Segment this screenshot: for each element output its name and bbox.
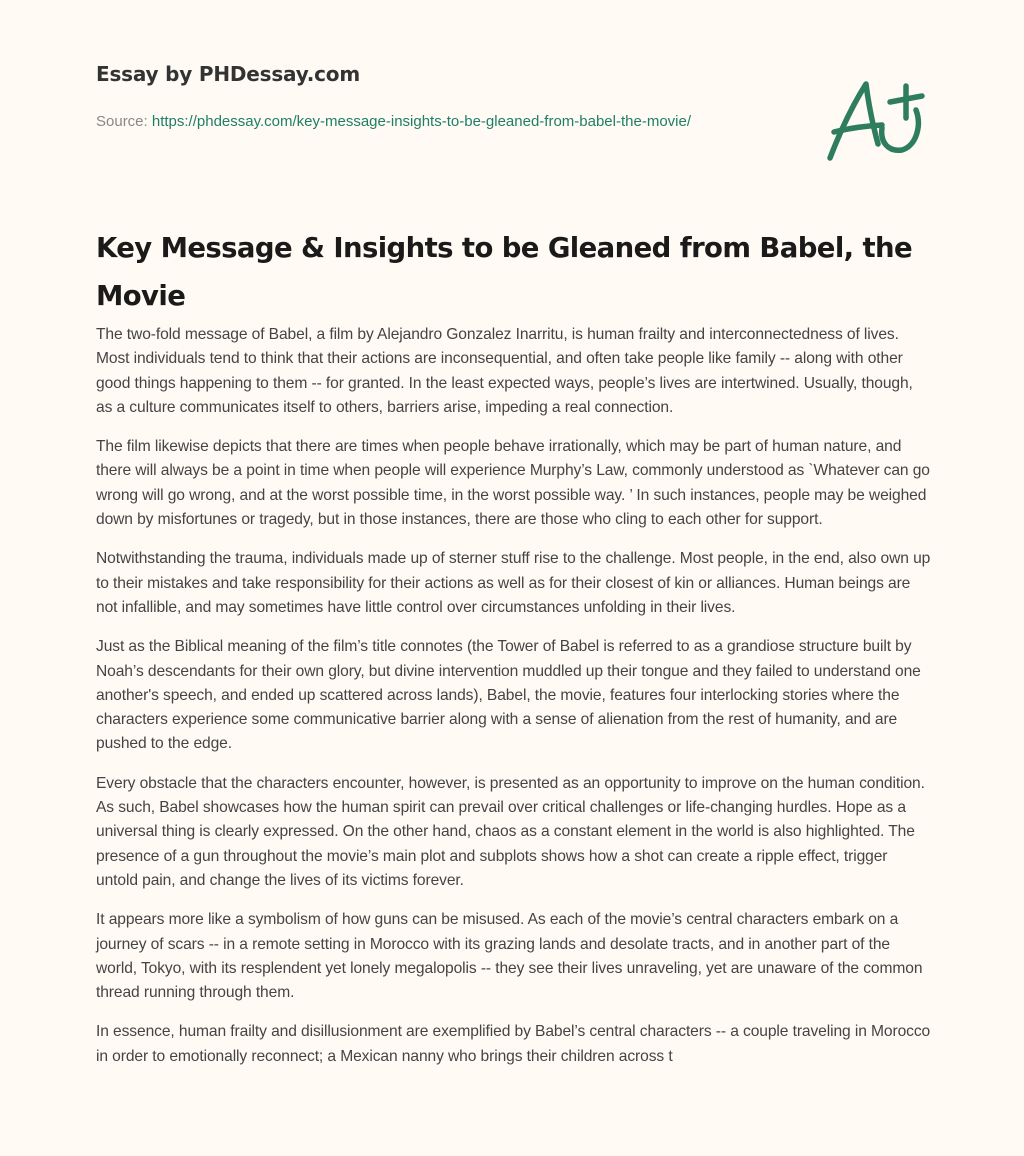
source-line [96,110,736,134]
article-title: Key Message & Insights to be Gleaned from Babel, the Movie [96,232,913,312]
paragraph: It appears more like a symbolism of how guns can be misused. As each of the movie’s central characters embark on a journey of scars -- in a remote setting in Morocco with its grazing lands and desolate tracts, and in another part of the world, Tokyo, with its resplendent yet lonely megalopolis -- they see their lives unraveling, yet are unaware of the common thread running through them. [96,911,923,1002]
paragraph: Notwithstanding the trauma, individuals made up of sterner stuff rise to the challenge. Most people, in the end, also own up to their mistakes and take responsibility for their actions as well as for their closest of kin or alliances. Human beings are not infallible, and may sometimes have little control over circumstances unfolding in their lives. [96,550,931,616]
page-header [96,62,776,134]
brand-title: Essay by PHDessay.com [96,62,360,86]
paragraph: Just as the Biblical meaning of the film’s title connotes (the Tower of Babel is referred to as a grandiose structure built by Noah’s descendants for their own glory, but divine intervention muddled up their tongue and they failed to understand one another's speech, and ended up scattered across lands), Babel, the movie, features four interlocking stories where the characters experience some communicative barrier along with a sense of alienation from the rest of humanity, and are pushed to the edge. [96,638,921,753]
source-link[interactable]: https://phdessay.com/key-message-insights-to-be-gleaned-from-babel-the-movie/ [151,113,692,130]
source-label: Source: [96,113,152,130]
a-plus-grade-icon [822,70,932,165]
article-body [96,323,932,1084]
paragraph: Every obstacle that the characters encounter, however, is presented as an opportunity to improve on the human condition. As such, Babel showcases how the human spirit can prevail over critical challenges or life-changing hurdles. Hope as a universal thing is clearly expressed. On the other hand, chaos as a constant element in the world is also highlighted. The presence of a gun throughout the movie’s main plot and subplots shows how a shot can create a ripple effect, trigger untold pain, and change the lives of its victims forever. [96,774,925,889]
paragraph: The film likewise depicts that there are times when people behave irrationally, which may be part of human nature, and there will always be a point in time when people will experience Murphy’s Law, commonly understood as `Whatever can go wrong will go wrong, and at the worst possible time, in the worst possible way. ’ In such instances, people may be weighed down by misfortunes or tragedy, but in those instances, there are those who cling to each other for support. [96,438,930,529]
paragraph: The two-fold message of Babel, a film by Alejandro Gonzalez Inarritu, is human frailty and interconnectedness of lives. Most individuals tend to think that their actions are inconsequential, and often take people like family -- along with other good things happening to them -- for granted. In the least expected ways, people’s lives are intertwined. Usually, though, as a culture communicates itself to others, barriers arise, impeding a real connection. [96,326,913,416]
paragraph: In essence, human frailty and disillusionment are exemplified by Babel’s central characters -- a couple traveling in Morocco in order to emotionally reconnect; a Mexican nanny who brings their children across t [96,1023,931,1065]
